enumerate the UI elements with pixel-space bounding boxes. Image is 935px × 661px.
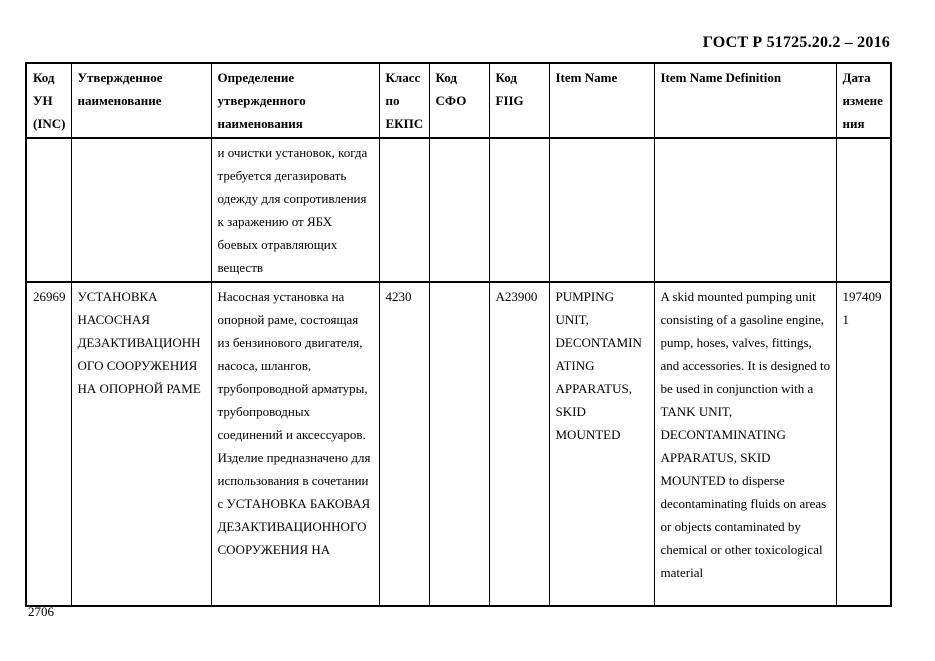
cell-approved-name: УСТАНОВКА НАСОСНАЯ ДЕЗАКТИВАЦИОННОГО СООРУЖЕНИЯ НА ОПОРНОЙ РАМЕ: [71, 282, 211, 606]
cell-sfo-code: [429, 282, 489, 606]
cell-ekps-class: 4230: [379, 282, 429, 606]
table-header-row: [26, 63, 891, 138]
column-header-item-name: Item Name: [549, 63, 654, 138]
column-header-ekps-class: Класс по ЕКПС: [379, 63, 429, 138]
cell-change-date: [836, 138, 891, 282]
cell-change-date: 1974091: [836, 282, 891, 606]
cell-fiig-code: [489, 138, 549, 282]
column-header-change-date: Дата изменения: [836, 63, 891, 138]
column-header-fiig-code: Код FIIG: [489, 63, 549, 138]
column-header-item-name-definition: Item Name Definition: [654, 63, 836, 138]
cell-fiig-code: A23900: [489, 282, 549, 606]
column-header-sfo-code: Код СФО: [429, 63, 489, 138]
cell-item-name-definition: A skid mounted pumping unit consisting of a gasoline engine, pump, hoses, valves, fittings, and accessories. It is designed to be used in conjunction with a TANK UNIT, DECONTAMINATING APPARATUS, SKID MOUNTED to disperse decontaminating fluids on areas or objects contaminated by chemical or other toxicological material: [654, 282, 836, 606]
cell-approved-name-definition: Насосная установка на опорной раме, состоящая из бензинового двигателя, насоса, шлангов, трубопроводной арматуры, трубопроводных соединений и аксессуаров. Изделие предназначено для использования в сочетании с УСТАНОВКА БАКОВАЯ ДЕЗАКТИВАЦИОННОГО СООРУЖЕНИЯ НА: [211, 282, 379, 606]
cell-sfo-code: [429, 138, 489, 282]
cell-item-name: [549, 138, 654, 282]
cell-approved-name: [71, 138, 211, 282]
cell-item-name: PUMPING UNIT, DECONTAMINATING APPARATUS, SKID MOUNTED: [549, 282, 654, 606]
cell-ekps-class: [379, 138, 429, 282]
table-row: [26, 138, 891, 282]
cell-approved-name-definition: и очистки установок, когда требуется дегазировать одежду для сопротивления к заражению от ЯБХ боевых отравляющих веществ: [211, 138, 379, 282]
page-number: 2706: [28, 604, 54, 619]
cell-item-name-definition: [654, 138, 836, 282]
table-row: [26, 282, 891, 606]
document-standard-title: ГОСТ Р 51725.20.2 – 2016: [702, 34, 890, 51]
column-header-inc-code: Код УН (INC): [26, 63, 71, 138]
cell-inc-code: 26969: [26, 282, 71, 606]
column-header-approved-name-definition: Определение утвержденного наименования: [211, 63, 379, 138]
column-header-approved-name: Утвержденное наименование: [71, 63, 211, 138]
item-catalog-table: [25, 62, 892, 607]
cell-inc-code: [26, 138, 71, 282]
